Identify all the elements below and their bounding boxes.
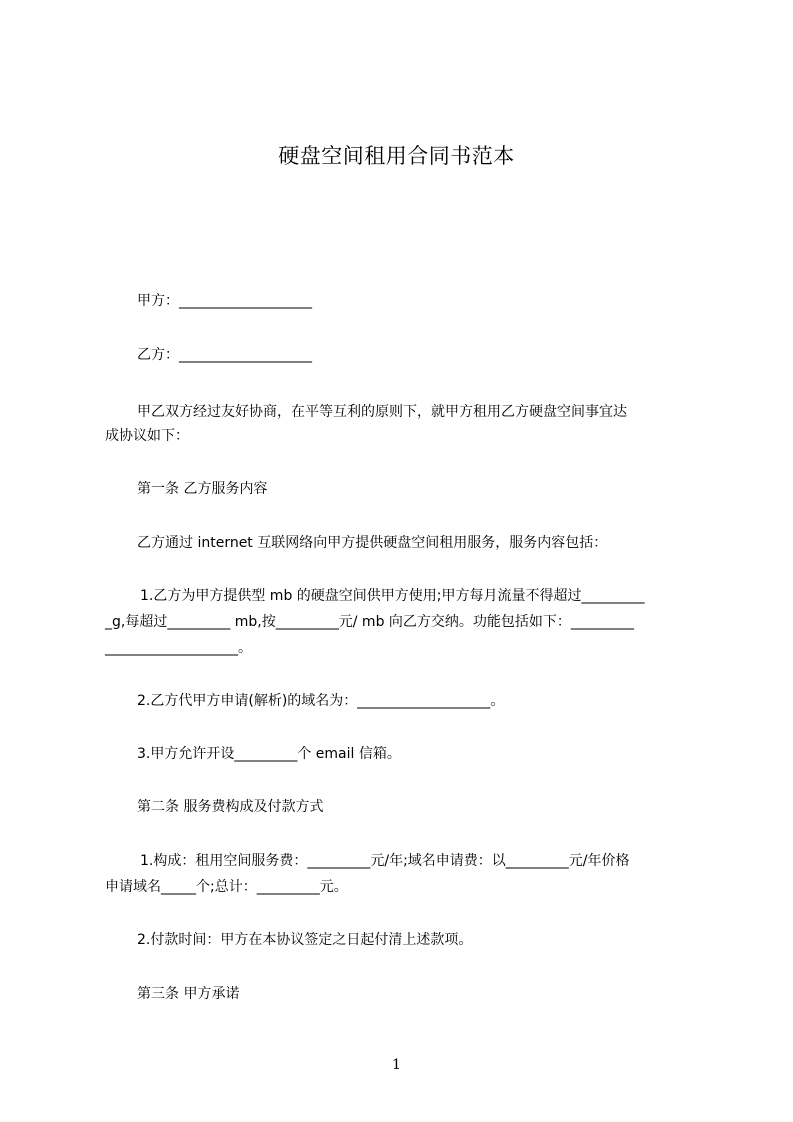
article-2-heading: 第二条 服务费构成及付款方式 (137, 799, 324, 815)
article-1-item-2: 2.乙方代甲方申请(解析)的域名为：___________________。 (137, 693, 505, 709)
article-1-heading: 第一条 乙方服务内容 (137, 481, 268, 497)
document-title: 硬盘空间租用合同书范本 (278, 144, 515, 168)
article-1-item-3: 3.甲方允许开设_________个 email 信箱。 (137, 746, 401, 762)
intro-line-2: 成协议如下： (105, 428, 189, 444)
intro-line-1: 甲乙双方经过友好协商，在平等互利的原则下，就甲方租用乙方硬盘空间事宜达 (137, 404, 627, 420)
article-1-item-1-line-1: 1.乙方为甲方提供型 mb 的硬盘空间供甲方使用;甲方每月流量不得超过_________ (140, 588, 645, 604)
article-2-item-1-line-2: 申请域名_____个;总计：_________元。 (105, 879, 348, 895)
article-2-item-1-line-1: 1.构成：租用空间服务费：_________元/年;域名申请费：以_________元/年价格 (140, 853, 630, 869)
article-3-heading: 第三条 甲方承诺 (137, 986, 240, 1002)
article-1-description: 乙方通过 internet 互联网络向甲方提供硬盘空间租用服务，服务内容包括： (137, 535, 608, 551)
party-a-line: 甲方：___________________ (137, 293, 312, 309)
article-2-item-2: 2.付款时间：甲方在本协议签定之日起付清上述款项。 (137, 932, 473, 948)
party-b-line: 乙方：___________________ (137, 347, 312, 363)
article-1-item-1-line-3: ___________________。 (105, 640, 252, 656)
article-1-item-1-line-2: _g,每超过_________ mb,按_________元/ mb 向乙方交纳。功能包括如下：_________ (105, 614, 634, 630)
page-number: 1 (392, 1057, 401, 1073)
